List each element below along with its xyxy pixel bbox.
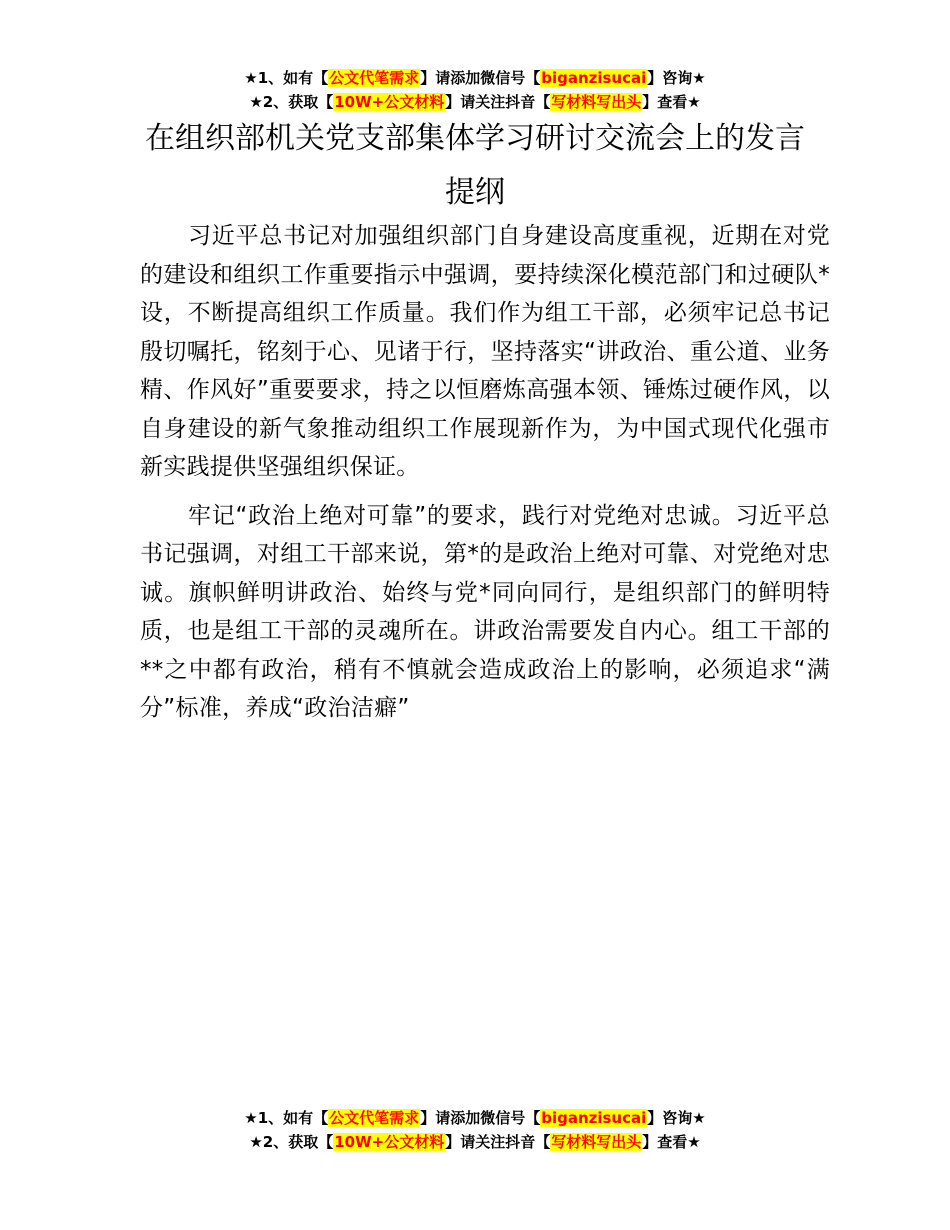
promo-text: 】查看★ xyxy=(642,93,701,111)
promo-highlight: 10W+公文材料 xyxy=(334,1133,445,1151)
promo-footer xyxy=(0,1106,950,1154)
promo-highlight: 写材料写出头 xyxy=(551,93,642,111)
promo-text: 】请添加微信号【 xyxy=(420,69,541,87)
promo-text: 】请关注抖音【 xyxy=(445,1133,551,1151)
promo-highlight: 公文代笔需求 xyxy=(329,1109,420,1127)
promo-highlight: 写材料写出头 xyxy=(551,1133,642,1151)
promo-highlight: biganzisucai xyxy=(541,69,647,87)
promo-text: 】查看★ xyxy=(642,1133,701,1151)
promo-highlight: 10W+公文材料 xyxy=(334,93,445,111)
promo-line-1 xyxy=(0,66,950,90)
document-body xyxy=(140,217,830,738)
promo-text: ★2、获取【 xyxy=(249,93,334,111)
paragraph-2: 牢记“政治上绝对可靠”的要求，践行对党绝对忠诚。习近平总书记强调，对组工干部来说，第*的是政治上绝对可靠、对党绝对忠诚。旗帜鲜明讲政治、始终与党*同向同行，是组织部门的鲜明特质，也是组工干部的灵魂所在。讲政治需要发自内心。组工干部的**之中都有政治，稍有不慎就会造成政治上的影响，必须追求“满分”标准，养成“政治洁癖” xyxy=(140,502,830,721)
promo-highlight: biganzisucai xyxy=(541,1109,647,1127)
promo-text: 】请关注抖音【 xyxy=(445,93,551,111)
promo-text: ★1、如有【 xyxy=(244,69,329,87)
promo-text: ★1、如有【 xyxy=(244,1109,329,1127)
promo-line-2 xyxy=(0,1130,950,1154)
promo-text: ★2、获取【 xyxy=(249,1133,334,1151)
promo-text: 】请添加微信号【 xyxy=(420,1109,541,1127)
promo-header xyxy=(0,66,950,114)
promo-line-1 xyxy=(0,1106,950,1130)
document-title: 在组织部机关党支部集体学习研讨交流会上的发言提纲 xyxy=(145,121,805,210)
promo-text: 】咨询★ xyxy=(647,1109,706,1127)
promo-text: 】咨询★ xyxy=(647,69,706,87)
promo-highlight: 公文代笔需求 xyxy=(329,69,420,87)
promo-line-2 xyxy=(0,90,950,114)
paragraph-1: 习近平总书记对加强组织部门自身建设高度重视，近期在对党的建设和组织工作重要指示中强调，要持续深化模范部门和过硬队*设，不断提高组织工作质量。我们作为组工干部，必须牢记总书记殷切嘱托，铭刻于心、见诸于行，坚持落实“讲政治、重公道、业务精、作风好”重要要求，持之以恒磨炼高强本领、锤炼过硬作风，以自身建设的新气象推动组织工作展现新作为，为中国式现代化强市新实践提供坚强组织保证。 xyxy=(140,223,830,480)
